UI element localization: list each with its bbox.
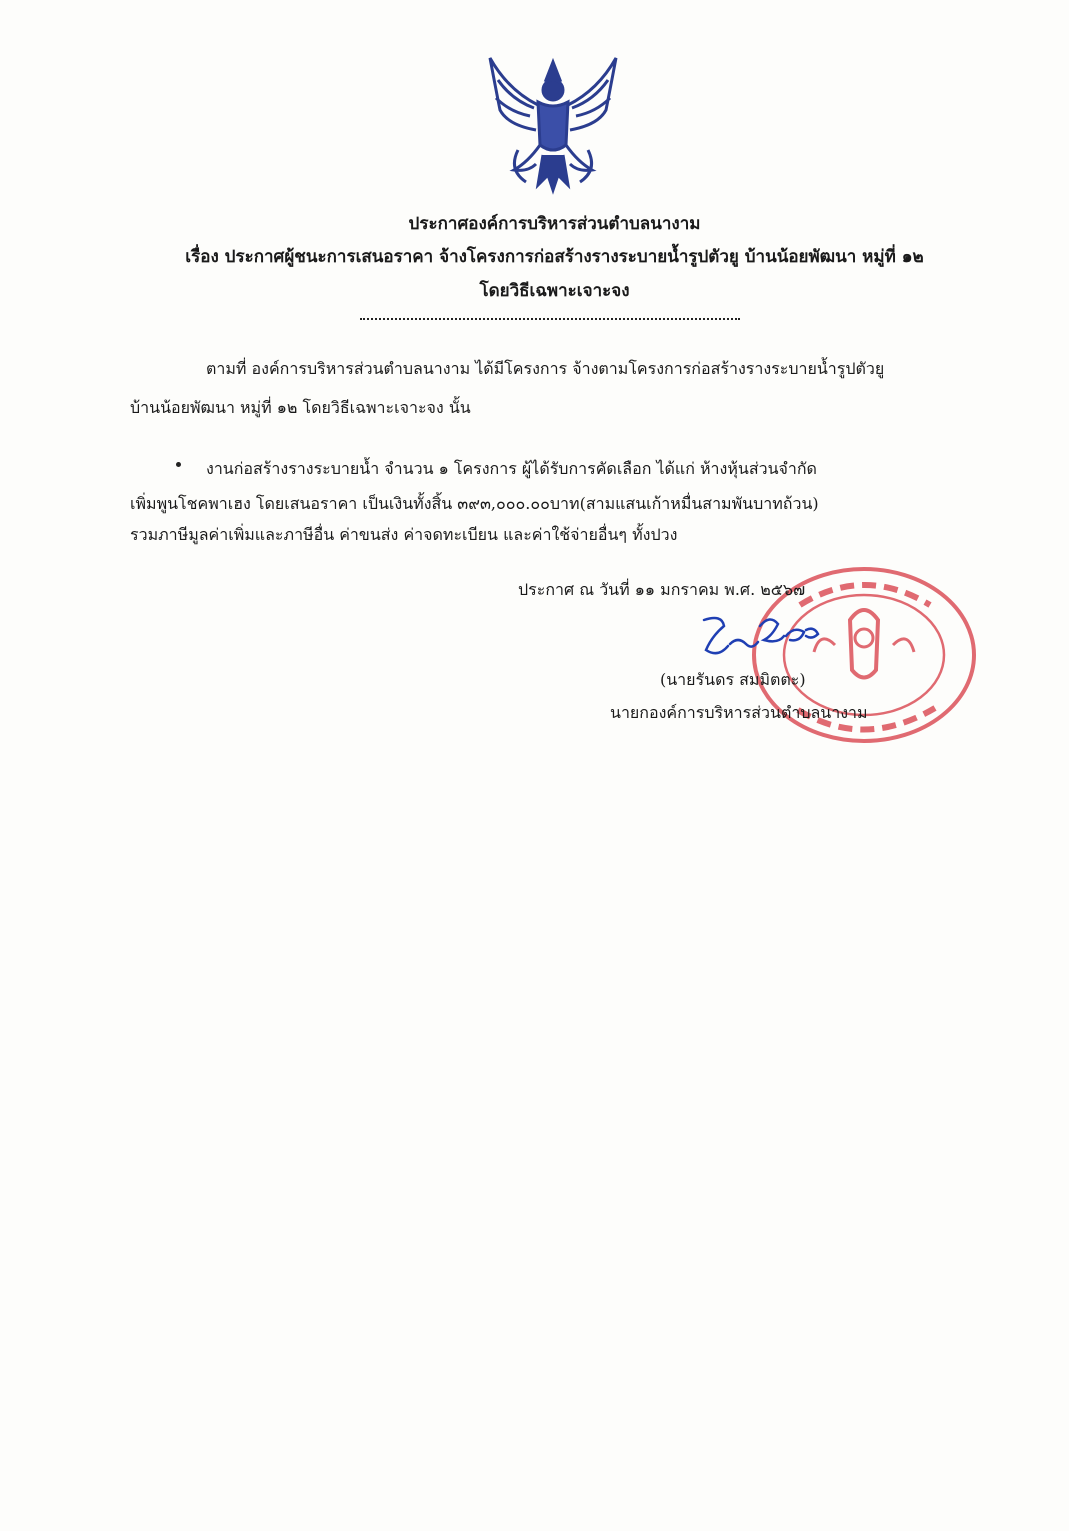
procurement-method: โดยวิธีเฉพาะเจาะจง xyxy=(479,281,630,301)
announcement-date: ประกาศ ณ วันที่ ๑๑ มกราคม พ.ศ. ๒๕๖๗ xyxy=(518,580,806,599)
paragraph-2-line-1: งานก่อสร้างรางระบายน้ำ จำนวน ๑ โครงการ ผู้ได้รับการคัดเลือก ได้แก่ ห้างหุ้นส่วนจำกัด xyxy=(206,459,817,478)
paragraph-2-line-2: เพิ่มพูนโชคพาเฮง โดยเสนอราคา เป็นเงินทั้งสิ้น ๓๙๓,๐๐๐.๐๐บาท(สามแสนเก้าหมื่นสามพันบาทถ้วน) xyxy=(130,494,819,513)
paragraph-1-line-1: ตามที่ องค์การบริหารส่วนตำบลนางาม ได้มีโครงการ จ้างตามโครงการก่อสร้างรางระบายน้ำรูปตัวยู xyxy=(206,359,885,378)
garuda-emblem-icon xyxy=(478,50,628,200)
announcement-subject: เรื่อง ประกาศผู้ชนะการเสนอราคา จ้างโครงการก่อสร้างรางระบายน้ำรูปตัวยู บ้านน้อยพัฒนา หมู่ที่ ๑๒ xyxy=(185,247,924,267)
signer-name: (นายรันดร สมมิตตะ) xyxy=(660,670,806,689)
bullet-dot xyxy=(176,462,181,467)
paragraph-1-line-2: บ้านน้อยพัฒนา หมู่ที่ ๑๒ โดยวิธีเฉพาะเจาะจง นั้น xyxy=(130,398,471,417)
dotted-divider xyxy=(360,318,740,320)
handwritten-signature xyxy=(694,606,824,670)
announcement-heading: ประกาศองค์การบริหารส่วนตำบลนางาม xyxy=(408,214,701,234)
paragraph-2-line-3: รวมภาษีมูลค่าเพิ่มและภาษีอื่น ค่าขนส่ง ค่าจดทะเบียน และค่าใช้จ่ายอื่นๆ ทั้งปวง xyxy=(130,525,678,544)
signer-position: นายกองค์การบริหารส่วนตำบลนางาม xyxy=(610,703,868,722)
